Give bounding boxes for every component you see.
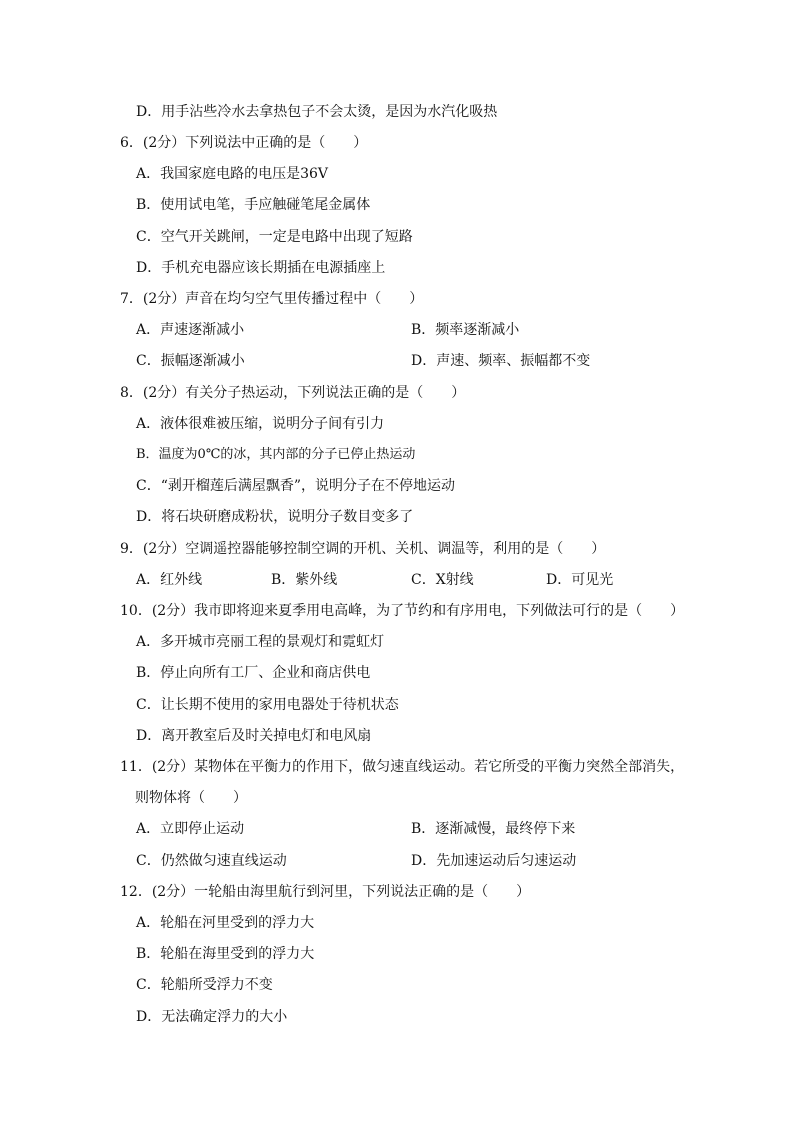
q8-option-d: D．将石块研磨成粉状，说明分子数目变多了 — [136, 509, 414, 525]
q9-option-d: D．可见光 — [546, 572, 614, 588]
q8-stem: 8．(2分）有关分子热运动，下列说法正确的是（ ） — [120, 385, 466, 401]
q5-option-d: D．用手沾些冷水去拿热包子不会太烫，是因为水汽化吸热 — [136, 104, 498, 120]
q12-option-d: D．无法确定浮力的大小 — [136, 1009, 288, 1025]
q9-option-a: A．红外线 — [136, 572, 203, 588]
q6-option-c: C．空气开关跳闸，一定是电路中出现了短路 — [136, 229, 413, 245]
q12-option-c: C．轮船所受浮力不变 — [136, 977, 273, 993]
q12-option-a: A．轮船在河里受到的浮力大 — [136, 915, 315, 931]
q6-option-d: D．手机充电器应该长期插在电源插座上 — [136, 260, 386, 276]
q6-stem: 6．(2分）下列说法中正确的是（ ） — [120, 135, 368, 151]
q11-option-b: B．逐渐减慢，最终停下来 — [411, 821, 576, 837]
q8-option-c: C．“剥开榴莲后满屋飘香”，说明分子在不停地运动 — [136, 478, 456, 494]
q12-stem: 12．(2分）一轮船由海里航行到河里，下列说法正确的是（ ） — [120, 884, 531, 900]
q11-stem-continued: 则物体将（ ） — [135, 790, 247, 806]
q6-option-b: B．使用试电笔，手应触碰笔尾金属体 — [136, 197, 371, 213]
q7-option-a: A．声速逐渐减小 — [136, 322, 245, 338]
q7-option-c: C．振幅逐渐减小 — [136, 353, 245, 369]
q7-option-b: B．频率逐渐减小 — [411, 322, 520, 338]
q11-option-d: D．先加速运动后匀速运动 — [411, 853, 577, 869]
q7-stem: 7．(2分）声音在均匀空气里传播过程中（ ） — [120, 291, 424, 307]
q10-option-a: A．多开城市亮丽工程的景观灯和霓虹灯 — [136, 634, 385, 650]
q11-option-a: A．立即停止运动 — [136, 821, 245, 837]
q6-option-a: A．我国家庭电路的电压是36V — [136, 166, 329, 182]
q10-option-b: B．停止向所有工厂、企业和商店供电 — [136, 665, 371, 681]
q12-option-b: B．轮船在海里受到的浮力大 — [136, 946, 315, 962]
q11-stem: 11．(2分）某物体在平衡力的作用下，做匀速直线运动。若它所受的平衡力突然全部消失， — [120, 759, 685, 775]
q8-option-b: B．温度为0℃的冰，其内部的分子已停止热运动 — [136, 447, 416, 462]
q10-option-c: C．让长期不使用的家用电器处于待机状态 — [136, 697, 399, 713]
q9-option-c: C．X射线 — [411, 572, 474, 588]
q7-option-d: D．声速、频率、振幅都不变 — [411, 353, 591, 369]
q8-option-a: A．液体很难被压缩，说明分子间有引力 — [136, 416, 385, 432]
q9-option-b: B．紫外线 — [271, 572, 338, 588]
q9-stem: 9．(2分）空调遥控器能够控制空调的开机、关机、调温等，利用的是（ ） — [120, 541, 606, 557]
q11-option-c: C．仍然做匀速直线运动 — [136, 853, 287, 869]
q10-stem: 10．(2分）我市即将迎来夏季用电高峰，为了节约和有序用电，下列做法可行的是（ ） — [120, 603, 685, 619]
q10-option-d: D．离开教室后及时关掉电灯和电风扇 — [136, 728, 372, 744]
